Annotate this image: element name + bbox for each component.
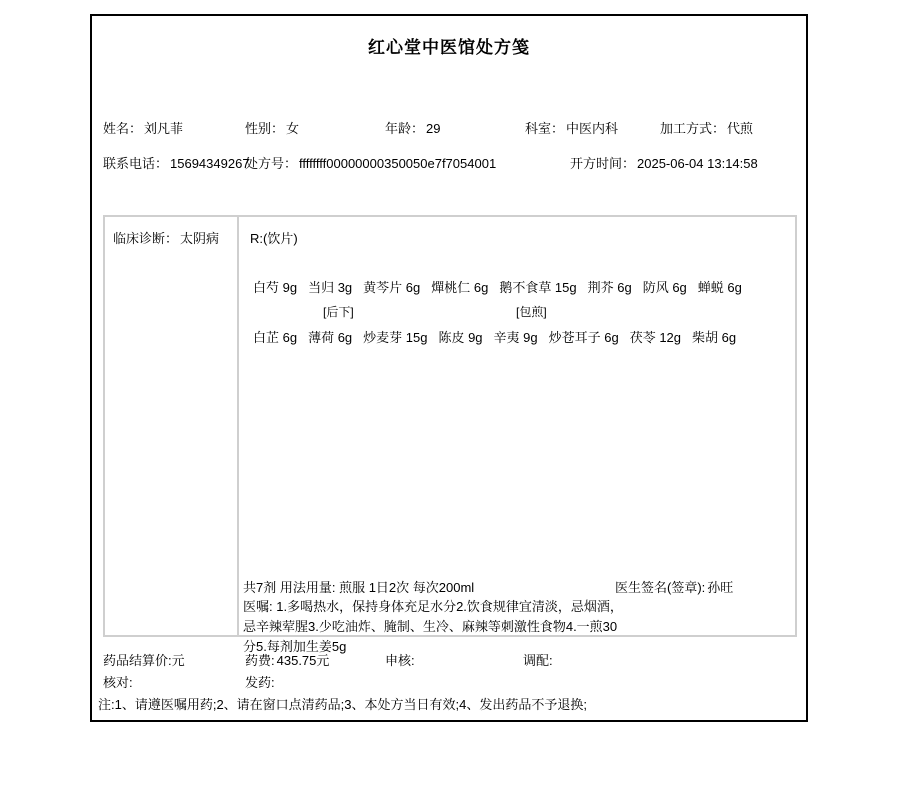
patient-gender-value: 女: [286, 121, 300, 136]
settlement-price-field: 药品结算价:元: [103, 653, 185, 668]
medicine-item: 辛夷 9g: [493, 330, 538, 345]
drug-fee-value: 435.75元: [276, 653, 330, 668]
dispense-prep-field: 调配:: [523, 653, 553, 668]
medicine-item: 当归 3g: [308, 280, 353, 295]
decoction-note-houxia: [后下]: [323, 305, 354, 319]
medical-advice: 医嘱: 1.多喝热水，保持身体充足水分2.饮食规律宜清淡，忌烟酒，忌辛辣荤腥3.少吃油炸、腌制、生冷、麻辣等刺激性食物4.一煎30分5.每剂加生姜5g: [243, 599, 623, 654]
dispense-field: 发药:: [245, 675, 275, 690]
dosage-summary: [243, 577, 474, 596]
prescription-box: [103, 215, 797, 654]
prescription-time-field: [570, 153, 758, 172]
prescription-sheet: [90, 14, 808, 722]
department-field: [525, 118, 618, 137]
clinical-diagnosis-label: 临床诊断：: [113, 231, 179, 246]
department-value: 中医内科: [566, 121, 619, 136]
medicine-item: 白芷 6g: [253, 330, 298, 345]
patient-gender-label: 性别：: [245, 121, 285, 136]
doctor-signature-label: 医生签名(签章):: [615, 580, 706, 595]
prescription-number-field: [245, 153, 496, 172]
medicine-item: 鹅不食草 15g: [499, 280, 577, 295]
contact-phone-field: [103, 153, 250, 172]
contact-phone-value: 15694349267: [170, 156, 250, 171]
medicine-row-2: [253, 327, 747, 346]
usage-instructions: 用法用量: 煎服 1日2次 每次200ml: [279, 580, 475, 595]
drug-fee-label: 药费:: [245, 653, 275, 668]
medicine-item: 白芍 9g: [253, 280, 298, 295]
medicine-item: 柴胡 6g: [692, 330, 737, 345]
clinical-diagnosis-field: [113, 228, 219, 247]
prescription-time-label: 开方时间：: [570, 156, 636, 171]
prescription-number-value: ffffffff00000000350050e7f7054001: [299, 156, 497, 171]
patient-name-field: [103, 118, 183, 137]
medicine-item: 黄芩片 6g: [363, 280, 421, 295]
medicine-item: 薄荷 6g: [308, 330, 353, 345]
patient-age-label: 年龄：: [385, 121, 425, 136]
patient-name-value: 刘凡菲: [144, 121, 184, 136]
medicine-item: 防风 6g: [642, 280, 687, 295]
check-field: 核对:: [103, 675, 133, 690]
patient-gender-field: [245, 118, 299, 137]
footer-notes: 注:1、请遵医嘱用药;2、请在窗口点清药品;3、本处方当日有效;4、发出药品不予退换;: [98, 697, 587, 712]
drug-fee-field: [245, 650, 329, 669]
prescription-number-label: 处方号：: [245, 156, 298, 171]
contact-phone-label: 联系电话：: [103, 156, 169, 171]
medicine-item: 炒麦芽 15g: [363, 330, 428, 345]
processing-method-label: 加工方式：: [660, 121, 726, 136]
medicine-item: 蝉蜕 6g: [697, 280, 742, 295]
processing-method-value: 代煎: [727, 121, 754, 136]
medicine-row-1: [253, 277, 753, 296]
prescription-time-value: 2025-06-04 13:14:58: [637, 156, 758, 171]
processing-method-field: [660, 118, 753, 137]
medicine-item: 茯苓 12g: [629, 330, 682, 345]
review-field: 申核:: [385, 653, 415, 668]
decoction-note-baojian: [包煎]: [516, 305, 547, 319]
department-label: 科室：: [525, 121, 565, 136]
clinical-diagnosis-value: 太阴病: [180, 231, 220, 246]
dose-count: 共7剂: [243, 580, 277, 595]
medicine-item: 陈皮 9g: [438, 330, 483, 345]
clinic-title: 红心堂中医馆处方笺: [368, 38, 530, 57]
patient-name-label: 姓名：: [103, 121, 143, 136]
medicine-item: 荆芥 6g: [587, 280, 632, 295]
patient-age-value: 29: [426, 121, 441, 136]
patient-age-field: [385, 118, 440, 137]
doctor-signature-field: [615, 577, 733, 596]
rx-header: R:(饮片): [250, 231, 298, 246]
diagnosis-divider: [237, 217, 239, 635]
doctor-signature-name: 孙旺: [707, 580, 734, 595]
medicine-item: 燀桃仁 6g: [431, 280, 489, 295]
medicine-item: 炒苍耳子 6g: [548, 330, 619, 345]
